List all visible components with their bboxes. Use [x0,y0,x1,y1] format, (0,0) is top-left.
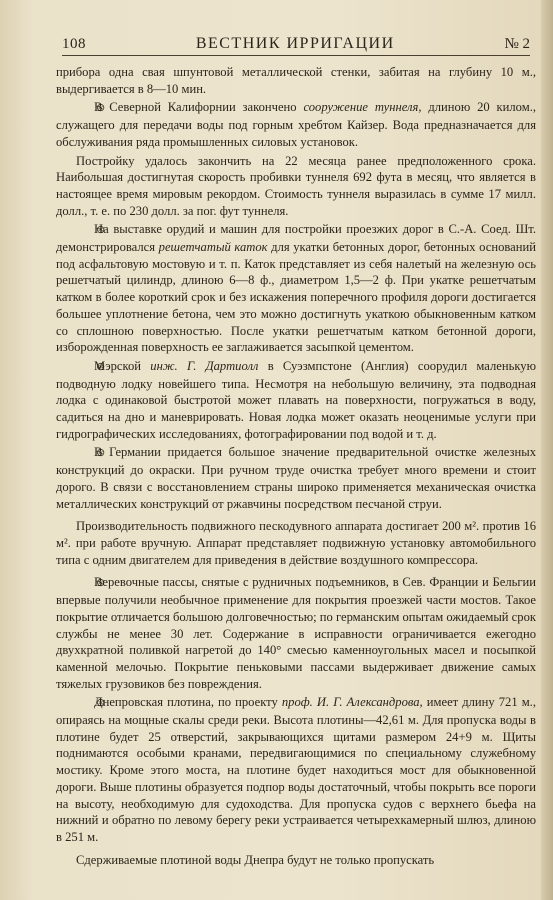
paragraph-tunnel-construction: Постройку удалось закончить на 22 месяца ранее предположенного срока. Наибольшая достигнутая скорость пробивки туннеля 692 фута в месяц, что является в настоящее время мировым рекордом. Стоимость туннеля выразилась в сумме 17 милл. долл., т. е. по 230 долл. за пог. фут туннеля. [56,153,536,218]
page-spine-shadow [541,0,553,900]
issue-number: № 2 [504,36,530,52]
section-mark-icon [76,358,94,376]
page-header [62,34,530,56]
paragraph-submarine: ⊛Мэрской инж. Г. Дартиолл в Суэзмпстоне (Англия) соорудил маленькую подводную лодку новейшего типа. Несмотря на небольшую величину, эта подводная лодка с одинаковой быстротой может плавать на поверхности, погружаться в воду, садиться на дно и маневрировать. Новая лодка может оказать неоценимые услуги при гидрографических исследованиях, фотографировании под водой и т. д. [56,358,536,443]
page-number: 108 [62,36,86,52]
section-mark-icon [76,99,94,117]
section-mark-icon [76,574,94,592]
section-mark-icon [76,221,94,239]
section-mark-icon [76,694,94,712]
section-mark-icon [76,444,94,462]
article-body [56,64,536,870]
paragraph-sandblaster-output: Производительность подвижного пескодувного аппарата достигает 200 м². против 16 м². при работе вручную. Аппарат представляет подвижную установку автомобильного типа с одним двигателем для приведения в действие воздушного компрессора. [56,519,536,567]
paragraph-dnieper-dam: ⊛Днепровская плотина, по проекту проф. И. Г. Александрова, имеет длину 721 м., опираясь на мощные скалы среди реки. Высота плотины—42,61 м. Для пропуска воды в плотине будет 25 отверстий, закрывающихся щитами размером 24+9 м. Щиты поднимаются особыми кранами, передвигающимися по специальному служебному мостику. Кроме этого моста, на плотине будет находиться мост для обыкновенной дороги. Выше плотины образуется подпор воды достаточный, чтобы покрыть все пороги на высоту, необходимую для судоходства. Для пропуска судов с верхнего бьефа на нижний и обратно по левому берегу реки устраивается четырехкамерный шлюз, длиною в 251 м. [56,694,536,845]
paragraph-rope-paving: ⊛Веревочные пассы, снятые с рудничных подъемников, в Сев. Франции и Бельгии впервые получили необычное применение для покрытия проезжей части мостов. Такое покрытие отличается большою долговечностью; по германским опытам ожидаемый срок службы не менее 30 лет. Содержание в исправности ограничивается ежегодно двухкратной поливкой нагретой до 140° смесью каменноугольных масел и посыпкой каменной мелочью. Покрытие пеньковыми пассами выдерживает движение самых тяжелых грузовиков без повреждения. [56,574,536,692]
paragraph-continuation: прибора одна свая шпунтовой металлической стенки, забитая на глубину 10 м., выдергивается в 8—10 мин. [56,65,536,96]
journal-title: ВЕСТНИК ИРРИГАЦИИ [195,35,395,52]
paragraph-dnieper-waters: Сдерживаемые плотиной воды Днепра будут не только пропускать [76,852,435,867]
paragraph-tunnel: ⊛В Северной Калифорнии закончено сооружение туннеля, длиною 20 килом., служащего для передачи воды под горным хребтом Кайзер. Вода предназначается для обслуживания ряда промышленных силовых установок. [56,99,536,150]
paragraph-lattice-roller: ⊛На выставке орудий и машин для постройки проезжих дорог в С.-А. Соед. Шт. демонстрировался решетчатый каток для укатки бетонных дорог, бетонных оснований под асфальтовую мостовую и т. п. Каток представляет из себя налетый на железную ось решетчатый цилиндр, длиною 6—8 ф., диаметром 1,5—2 ф. При укатке решетчатым катком в более короткий срок и без искажения поперечного профиля дороги достигается большее уплотнение бетона, чем это можно достигнуть укаткою обыкновенным катком со сплошною поверхностью. После укатки решетчатым катком бетонной дороги, изборожденная поверхность ее заглаживается засыпкой цементом. [56,221,536,356]
paragraph-sandblasting: ⊛В Германии придается большое значение предварительной очистке железных конструкций до окраски. При ручном труде очистка требует много времени и стоит дорого. В связи с восстановлением страны широко применяется механическая очистка металлических конструкций от ржавчины посредством песчаной струи. [56,444,536,512]
